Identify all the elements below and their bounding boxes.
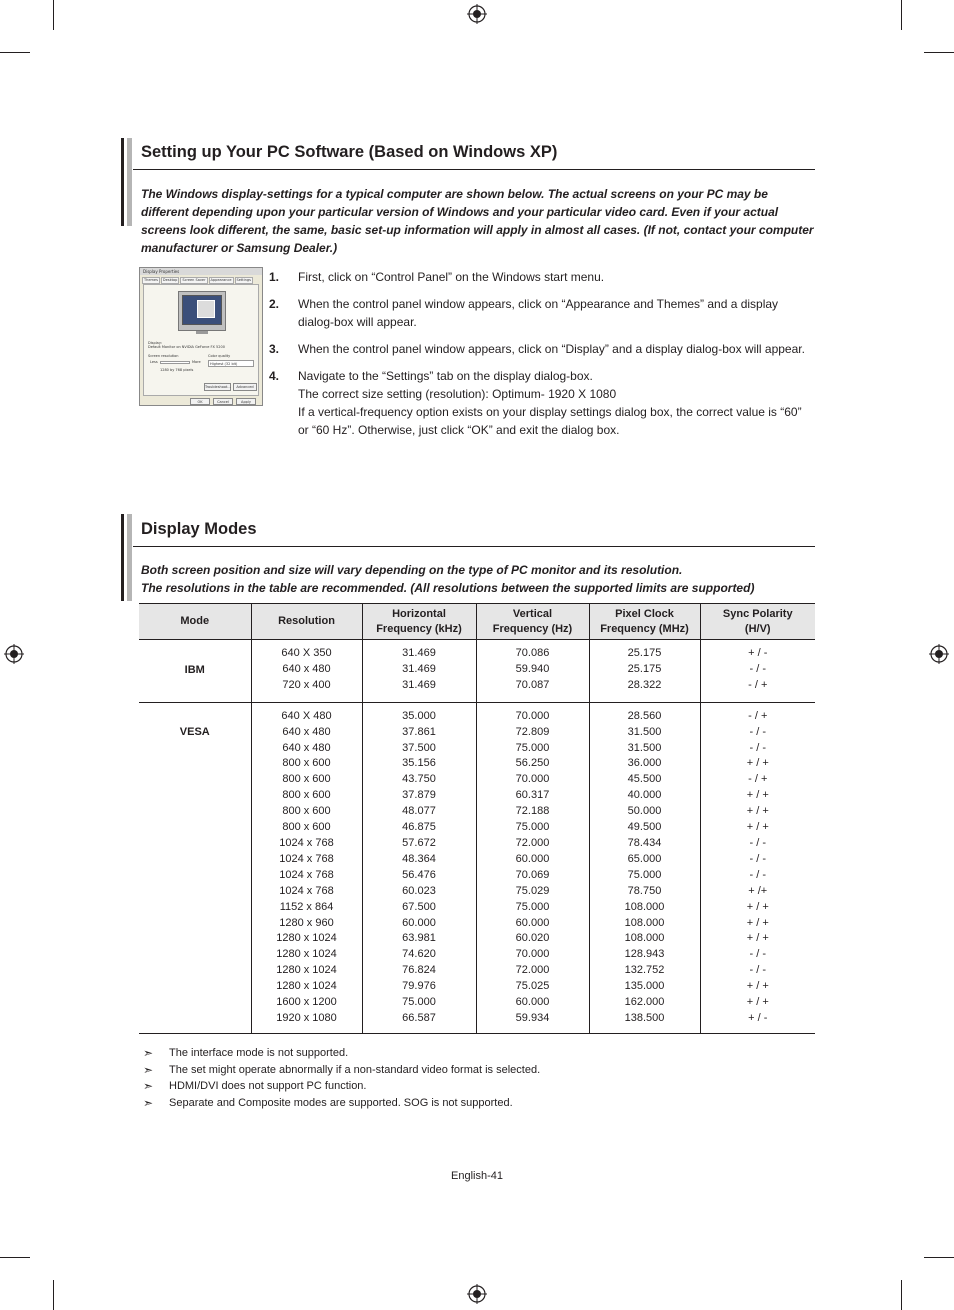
resolution-value: 640 x 480 bbox=[282, 725, 331, 738]
registration-mark-icon bbox=[929, 644, 949, 664]
polarity-value: + / + bbox=[746, 932, 769, 945]
pclock-value: 135.000 bbox=[624, 980, 665, 993]
resolution-cell bbox=[251, 702, 362, 1033]
crop-mark bbox=[0, 52, 30, 53]
hfreq-value: 63.981 bbox=[402, 932, 436, 945]
section-rule bbox=[133, 169, 815, 170]
vfreq-value: 72.000 bbox=[515, 964, 550, 977]
dialog-tab: Appearance bbox=[210, 278, 232, 282]
polarity-value: + / + bbox=[746, 916, 769, 929]
vfreq-value: 60.000 bbox=[515, 852, 550, 865]
hfreq-value: 31.469 bbox=[402, 662, 436, 675]
header-line: Vertical bbox=[512, 607, 553, 620]
vfreq-value: 75.000 bbox=[515, 900, 550, 913]
resolution-value: 1280 by 768 pixels bbox=[160, 368, 194, 372]
column-header bbox=[362, 604, 476, 640]
resolution-value: 720 x 400 bbox=[282, 678, 331, 691]
hfreq-value: 76.824 bbox=[402, 964, 436, 977]
polarity-value: - / - bbox=[749, 741, 766, 754]
quality-label: Color quality bbox=[208, 354, 231, 358]
pclock-value: 50.000 bbox=[627, 805, 662, 818]
polarity-value: + / + bbox=[746, 821, 769, 834]
resolution-value: 1280 x 1024 bbox=[276, 948, 337, 961]
resolution-value: 1024 x 768 bbox=[279, 884, 334, 897]
polarity-value: - / - bbox=[749, 662, 766, 675]
resolution-value: 1280 x 1024 bbox=[276, 964, 337, 977]
step-line: When the control panel window appears, click on “Appearance and Themes” and a display dialog-box will appear. bbox=[298, 297, 779, 329]
resolution-label: Screen resolution bbox=[148, 354, 179, 358]
pclock-value: 108.000 bbox=[624, 916, 665, 929]
pclock-value: 25.175 bbox=[627, 647, 662, 659]
resolution-value: 1920 x 1080 bbox=[276, 1011, 337, 1024]
troubleshoot-button: Troubleshoot... bbox=[205, 385, 231, 389]
polarity-value: - / - bbox=[749, 948, 766, 961]
pclock-value: 40.000 bbox=[627, 789, 662, 802]
note-text: The set might operate abnormally if a non-standard video format is selected. bbox=[169, 1063, 541, 1076]
header-line: Resolution bbox=[278, 615, 335, 627]
pclock-value: 162.000 bbox=[624, 996, 665, 1009]
vfreq-value: 70.087 bbox=[515, 678, 550, 691]
vfreq-value: 75.025 bbox=[515, 980, 550, 993]
resolution-value: 1280 x 1024 bbox=[276, 932, 337, 945]
section-intro: The Windows display-settings for a typical computer are shown below. The actual screens on your PC may be different depending upon your particular version of Windows and your particular video card. Even if your actual screens look different, the same, basic set-up information will apply in almost all cases. (If not, contact your computer manufacturer or Samsung Dealer.) bbox=[141, 187, 814, 255]
mode-cell bbox=[139, 702, 251, 1033]
vfreq-value: 72.000 bbox=[515, 836, 550, 849]
resolution-value: 800 x 600 bbox=[282, 821, 331, 834]
polarity-value: - / + bbox=[748, 773, 768, 786]
hfreq-value: 37.500 bbox=[402, 741, 436, 754]
polarity-cell bbox=[700, 640, 815, 703]
header-line: Horizontal bbox=[392, 607, 446, 620]
polarity-cell bbox=[700, 702, 815, 1033]
resolution-cell bbox=[251, 640, 362, 703]
hfreq-value: 66.587 bbox=[402, 1011, 436, 1024]
crop-mark bbox=[924, 1257, 954, 1258]
pclock-value: 28.322 bbox=[627, 678, 662, 691]
cancel-button: Cancel bbox=[213, 398, 233, 405]
vfreq-value: 60.000 bbox=[515, 996, 550, 1009]
step-line: First, click on “Control Panel” on the Windows start menu. bbox=[298, 270, 605, 284]
section-bar bbox=[121, 514, 124, 601]
section-bar bbox=[127, 138, 132, 226]
setup-steps bbox=[269, 268, 815, 448]
pclock-cell bbox=[589, 640, 700, 703]
hfreq-value: 35.000 bbox=[402, 709, 436, 722]
section-rule bbox=[133, 546, 815, 547]
pclock-value: 78.434 bbox=[627, 836, 662, 849]
step-line: The correct size setting (resolution): Optimum- 1920 X 1080 bbox=[298, 387, 617, 401]
resolution-value: 640 X 350 bbox=[281, 647, 332, 659]
vfreq-value: 75.029 bbox=[515, 884, 550, 897]
hfreq-value: 60.000 bbox=[402, 916, 436, 929]
polarity-value: - / + bbox=[748, 709, 768, 722]
hfreq-cell bbox=[362, 640, 476, 703]
registration-mark-icon bbox=[4, 644, 24, 664]
display-properties-dialog bbox=[139, 267, 263, 406]
polarity-value: + / + bbox=[746, 805, 769, 818]
resolution-value: 640 x 480 bbox=[282, 741, 331, 754]
header-line: Pixel Clock bbox=[615, 607, 674, 620]
polarity-value: - / - bbox=[749, 964, 766, 977]
resolution-value: 1024 x 768 bbox=[279, 852, 334, 865]
hfreq-value: 35.156 bbox=[402, 757, 436, 770]
arrow-icon: ➣ bbox=[143, 1095, 154, 1110]
note-item bbox=[143, 1045, 540, 1062]
vfreq-value: 70.000 bbox=[515, 709, 550, 722]
polarity-value: - / - bbox=[749, 725, 766, 738]
vfreq-value: 60.317 bbox=[515, 789, 550, 802]
arrow-icon: ➣ bbox=[143, 1046, 154, 1060]
pclock-value: 49.500 bbox=[627, 821, 662, 834]
vfreq-value: 70.000 bbox=[515, 773, 550, 786]
note-item bbox=[143, 1095, 540, 1112]
monitor-stand bbox=[196, 331, 208, 334]
hfreq-value: 31.469 bbox=[402, 678, 436, 691]
resolution-value: 1600 x 1200 bbox=[276, 996, 337, 1009]
pclock-value: 138.500 bbox=[624, 1011, 665, 1024]
mode-group-row bbox=[139, 702, 815, 1033]
crop-mark bbox=[901, 1280, 902, 1310]
section-bar bbox=[121, 138, 124, 226]
dialog-tab: Screen Saver bbox=[182, 278, 206, 282]
polarity-value: + / - bbox=[748, 647, 768, 659]
pclock-value: 31.500 bbox=[627, 741, 662, 754]
pclock-value: 108.000 bbox=[624, 932, 665, 945]
vfreq-value: 56.250 bbox=[515, 757, 550, 770]
notes-list bbox=[143, 1045, 540, 1111]
resolution-value: 1152 x 864 bbox=[279, 900, 334, 913]
section-title: Setting up Your PC Software (Based on Windows XP) bbox=[141, 143, 558, 161]
header-line: Mode bbox=[180, 615, 210, 627]
polarity-value: + / + bbox=[746, 900, 769, 913]
resolution-value: 640 X 480 bbox=[281, 709, 332, 722]
resolution-value: 800 x 600 bbox=[282, 773, 331, 786]
resolution-value: 1280 x 1024 bbox=[276, 980, 337, 993]
display-value: Default Monitor on NVIDIA GeForce FX 5200 bbox=[148, 345, 225, 349]
ok-button: OK bbox=[190, 398, 210, 405]
resolution-value: 640 x 480 bbox=[282, 662, 331, 675]
resolution-slider bbox=[160, 361, 190, 364]
polarity-value: - / - bbox=[749, 868, 766, 881]
less-label: Less bbox=[150, 360, 158, 364]
vfreq-value: 70.000 bbox=[515, 948, 550, 961]
mode-name: VESA bbox=[179, 725, 210, 738]
column-header bbox=[700, 604, 815, 640]
hfreq-value: 37.861 bbox=[402, 725, 436, 738]
vfreq-value: 70.069 bbox=[515, 868, 550, 881]
step-number: 4. bbox=[269, 369, 280, 383]
note-text: HDMI/DVI does not support PC function. bbox=[169, 1080, 367, 1092]
hfreq-value: 48.364 bbox=[402, 852, 436, 865]
hfreq-value: 67.500 bbox=[402, 900, 436, 913]
vfreq-value: 60.000 bbox=[515, 916, 550, 929]
vfreq-value: 72.809 bbox=[515, 725, 550, 738]
polarity-value: - / + bbox=[748, 678, 768, 691]
step-item bbox=[269, 295, 815, 331]
step-text bbox=[298, 367, 815, 439]
dialog-title: Display Properties bbox=[140, 268, 262, 275]
hfreq-value: 79.976 bbox=[402, 980, 436, 993]
pclock-value: 78.750 bbox=[627, 884, 662, 897]
step-text bbox=[298, 268, 604, 286]
step-item bbox=[269, 367, 815, 439]
note-text: Separate and Composite modes are supported. SOG is not supported. bbox=[169, 1096, 513, 1109]
polarity-value: + /+ bbox=[748, 884, 768, 897]
pclock-value: 25.175 bbox=[627, 662, 662, 675]
hfreq-value: 57.672 bbox=[402, 836, 436, 849]
step-item bbox=[269, 340, 815, 358]
hfreq-value: 74.620 bbox=[402, 948, 436, 961]
note-text: The interface mode is not supported. bbox=[169, 1047, 349, 1059]
vfreq-value: 75.000 bbox=[515, 821, 550, 834]
mode-name: IBM bbox=[184, 663, 205, 676]
column-header bbox=[589, 604, 700, 640]
resolution-value: 800 x 600 bbox=[282, 757, 331, 770]
registration-mark-icon bbox=[467, 4, 487, 24]
step-text bbox=[298, 340, 805, 358]
hfreq-value: 75.000 bbox=[402, 996, 436, 1009]
hfreq-value: 31.469 bbox=[402, 647, 436, 659]
dialog-tabs bbox=[140, 275, 262, 284]
hfreq-cell bbox=[362, 702, 476, 1033]
header-line: Frequency (Hz) bbox=[492, 622, 573, 635]
header-line: (H/V) bbox=[744, 622, 771, 635]
step-line: If a vertical-frequency option exists on your display settings dialog box, the correct value is “60” or “60 Hz”. Otherwise, just click “OK” and exit the dialog box. bbox=[298, 405, 802, 437]
vfreq-value: 72.188 bbox=[515, 805, 550, 818]
resolution-value: 800 x 600 bbox=[282, 789, 331, 802]
vfreq-value: 59.940 bbox=[515, 662, 550, 675]
dialog-tab: Settings bbox=[236, 278, 251, 282]
header-line: Frequency (MHz) bbox=[600, 622, 689, 635]
pclock-value: 45.500 bbox=[627, 773, 662, 786]
crop-mark bbox=[0, 1257, 30, 1258]
column-header bbox=[139, 604, 251, 640]
pclock-value: 31.500 bbox=[627, 725, 662, 738]
vfreq-value: 70.086 bbox=[515, 647, 550, 659]
polarity-value: + / + bbox=[746, 980, 769, 993]
display-label: Display: bbox=[148, 341, 162, 345]
pclock-value: 75.000 bbox=[627, 868, 662, 881]
more-label: More bbox=[192, 360, 201, 364]
vfreq-cell bbox=[476, 702, 589, 1033]
section-title: Display Modes bbox=[141, 520, 257, 538]
crop-mark bbox=[53, 0, 54, 30]
section-intro: Both screen position and size will vary depending on the type of PC monitor and its resolution. The resolutions in the table are recommended. (All resolutions between the supported limits are supported) bbox=[141, 563, 755, 595]
mode-cell bbox=[139, 640, 251, 703]
section-bar bbox=[127, 514, 132, 601]
step-text bbox=[298, 295, 815, 331]
pclock-value: 28.560 bbox=[627, 709, 662, 722]
pclock-value: 128.943 bbox=[624, 948, 665, 961]
hfreq-value: 43.750 bbox=[402, 773, 436, 786]
arrow-icon: ➣ bbox=[143, 1062, 154, 1077]
registration-mark-icon bbox=[467, 1284, 487, 1304]
polarity-value: + / + bbox=[746, 996, 769, 1009]
header-line: Frequency (kHz) bbox=[376, 622, 462, 635]
hfreq-value: 56.476 bbox=[402, 868, 436, 881]
resolution-value: 800 x 600 bbox=[282, 805, 331, 818]
crop-mark bbox=[53, 1280, 54, 1310]
polarity-value: - / - bbox=[749, 852, 766, 865]
hfreq-value: 46.875 bbox=[402, 821, 436, 834]
step-number: 2. bbox=[269, 297, 280, 311]
quality-select: Highest (32 bit) bbox=[208, 360, 254, 367]
apply-button: Apply bbox=[236, 398, 256, 405]
dialog-settings-panel bbox=[143, 284, 259, 396]
crop-mark bbox=[901, 0, 902, 30]
step-line: Navigate to the “Settings” tab on the display dialog-box. bbox=[298, 369, 593, 383]
pclock-cell bbox=[589, 702, 700, 1033]
pclock-value: 65.000 bbox=[627, 852, 662, 865]
vfreq-value: 59.934 bbox=[515, 1011, 550, 1024]
hfreq-value: 37.879 bbox=[402, 789, 436, 802]
polarity-value: - / - bbox=[749, 836, 766, 849]
note-item bbox=[143, 1078, 540, 1095]
advanced-button: Advanced bbox=[233, 383, 257, 391]
hfreq-value: 48.077 bbox=[402, 805, 436, 818]
step-number: 3. bbox=[269, 342, 280, 356]
polarity-value: + / + bbox=[746, 757, 769, 770]
mode-group-row bbox=[139, 640, 815, 703]
display-modes-table bbox=[139, 603, 815, 1034]
crop-mark bbox=[924, 52, 954, 53]
vfreq-cell bbox=[476, 640, 589, 703]
resolution-value: 1024 x 768 bbox=[279, 836, 334, 849]
polarity-value: + / + bbox=[746, 789, 769, 802]
dialog-tab: Desktop bbox=[162, 278, 178, 282]
pclock-value: 36.000 bbox=[627, 757, 662, 770]
resolution-value: 1024 x 768 bbox=[279, 868, 334, 881]
header-line: Sync Polarity bbox=[722, 607, 793, 620]
vfreq-value: 60.020 bbox=[515, 932, 550, 945]
column-header bbox=[251, 604, 362, 640]
note-item bbox=[143, 1062, 540, 1079]
polarity-value: + / - bbox=[748, 1011, 768, 1024]
hfreq-value: 60.023 bbox=[402, 884, 436, 897]
page-number: English-41 bbox=[451, 1170, 503, 1182]
vfreq-value: 75.000 bbox=[515, 741, 550, 754]
pclock-value: 108.000 bbox=[624, 900, 665, 913]
step-number: 1. bbox=[269, 270, 280, 284]
pclock-value: 132.752 bbox=[624, 964, 665, 977]
monitor-icon bbox=[178, 291, 226, 331]
resolution-value: 1280 x 960 bbox=[279, 916, 334, 929]
step-line: When the control panel window appears, click on “Display” and a display dialog-box will appear. bbox=[298, 342, 805, 356]
step-item bbox=[269, 268, 815, 286]
arrow-icon: ➣ bbox=[143, 1079, 154, 1093]
dialog-tab: Themes bbox=[144, 278, 158, 282]
column-header bbox=[476, 604, 589, 640]
